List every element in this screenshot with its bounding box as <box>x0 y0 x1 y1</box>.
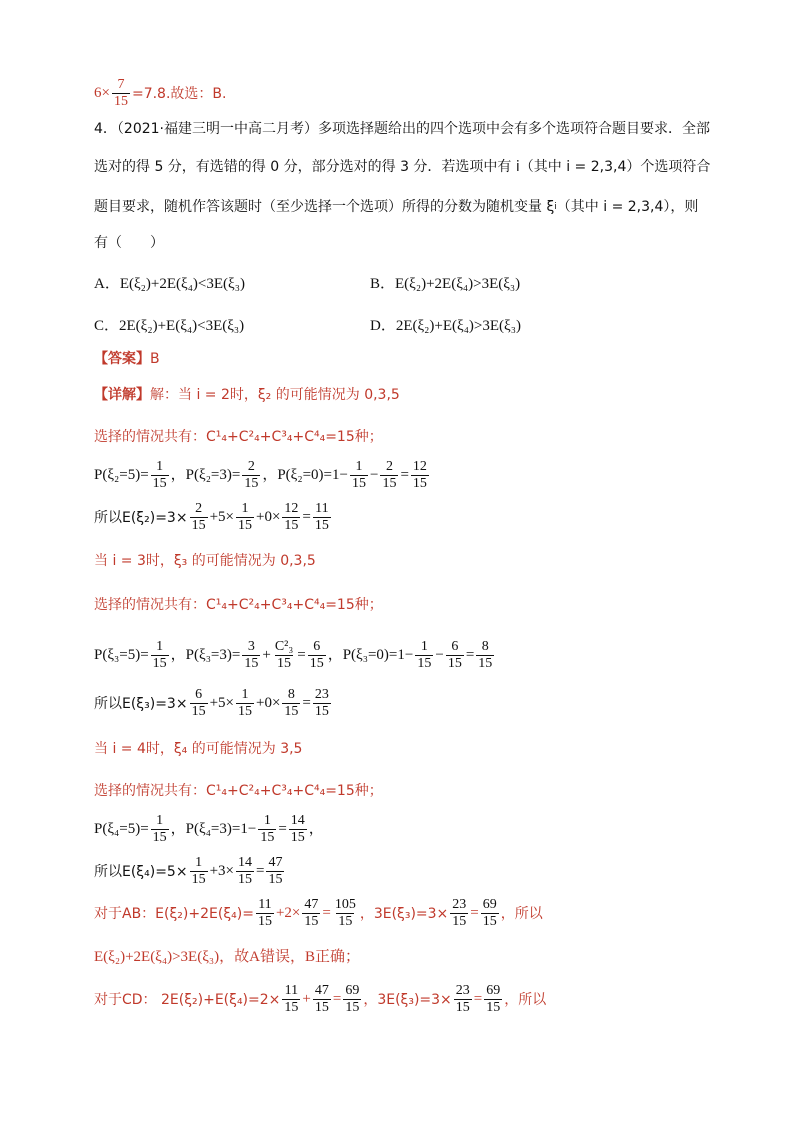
question-line-3: 题目要求，随机作答该题时（至少选择一个选项）所得的分数为随机变量 ξ i （其中 i = 2,3,4），则 <box>94 199 699 215</box>
prev-solution-end: 6× $\frac{7}{15}$ =7.8.故选：B. <box>94 77 227 109</box>
detail-line-4: 所以E(ξ₂)=3× $\frac{2}{15}$ +5× $\frac{1}{15}$ +0× $\frac{12}{15}$ = $\frac{11}{15}$ <box>94 501 329 533</box>
detail-line-14: E(ξ₂)+2E(ξ₄)>3E(ξ₃)，故A错误，B正确； <box>94 949 360 965</box>
answer-line: 【答案】 B <box>94 351 160 367</box>
question-line-2: 选对的得 5 分，有选错的得 0 分，部分选对的得 3 分．若选项中有 i（其中 i = 2,3,4）个选项符合 <box>94 159 711 175</box>
detail-line-15: 对于CD： 2E(ξ₂)+E(ξ₄)=2× $\frac{11}{15}$ + $\frac{47}{15}$ = $\frac{69}{15}$ ，3E(ξ₃)=3× $\frac{23}{15}$ = $\frac{69}{15}$ ，所以 <box>94 983 547 1015</box>
detail-line-8: 所以E(ξ₃)=3× $\frac{6}{15}$ +5× $\frac{1}{15}$ +0× $\frac{8}{15}$ = $\frac{23}{15}$ <box>94 687 329 719</box>
fraction: $\frac{7}{15}$ <box>113 77 128 109</box>
option-b: B．E(ξ₂)+2E(ξ₄)>3E(ξ₃) <box>370 276 521 292</box>
detail-line-7: P(ξ₃=5)= $\frac{1}{15}$ ，P(ξ₃=3)= $\frac{3}{15}$ + $\frac{\text{C²₃}}{15}$ = $\frac{6}{15}$ ，P(ξ₃=0)=1− $\frac{1}{15}$ − $\frac{6}{15}$ = $\frac{8}{15}$ <box>94 639 493 671</box>
detail-line-10: 选择的情况共有：C¹₄+C²₄+C³₄+C⁴₄=15种； <box>94 783 383 799</box>
question-line-4: 有（ ） <box>94 235 164 251</box>
detail-line-11: P(ξ₄=5)= $\frac{1}{15}$ ，P(ξ₄=3)=1− $\frac{1}{15}$ = $\frac{14}{15}$ ， <box>94 813 324 845</box>
option-c: C．2E(ξ₂)+E(ξ₄)<3E(ξ₃) <box>94 318 245 334</box>
option-d: D．2E(ξ₂)+E(ξ₄)>3E(ξ₃) <box>370 318 521 334</box>
option-a: A．E(ξ₂)+2E(ξ₄)<3E(ξ₃) <box>94 276 245 292</box>
question-line-1: 4．（2021·福建三明一中高二月考）多项选择题给出的四个选项中会有多个选项符合题目要求．全部 <box>94 121 710 137</box>
detail-line-5: 当 i = 3时，ξ₃ 的可能情况为 0,3,5 <box>94 553 316 569</box>
detail-line-3: P(ξ₂=5)= $\frac{1}{15}$ ，P(ξ₂=3)= $\frac{2}{15}$ ，P(ξ₂=0)=1− $\frac{1}{15}$ − $\frac{2}{15}$ = $\frac{12}{15}$ <box>94 459 427 491</box>
detail-line-1: 【详解】 解：当 i = 2时，ξ₂ 的可能情况为 0,3,5 <box>94 387 400 403</box>
detail-line-13: 对于AB：E(ξ₂)+2E(ξ₄)= $\frac{11}{15}$ +2× $\frac{47}{15}$ = $\frac{105}{15}$ ，3E(ξ₃)=3× $\frac{23}{15}$ = $\frac{69}{15}$ ，所以 <box>94 897 543 929</box>
detail-line-2: 选择的情况共有：C¹₄+C²₄+C³₄+C⁴₄=15种； <box>94 429 383 445</box>
detail-line-12: 所以E(ξ₄)=5× $\frac{1}{15}$ +3× $\frac{14}{15}$ = $\frac{47}{15}$ <box>94 855 283 887</box>
detail-line-6: 选择的情况共有：C¹₄+C²₄+C³₄+C⁴₄=15种； <box>94 597 383 613</box>
detail-line-9: 当 i = 4时，ξ₄ 的可能情况为 3,5 <box>94 741 303 757</box>
